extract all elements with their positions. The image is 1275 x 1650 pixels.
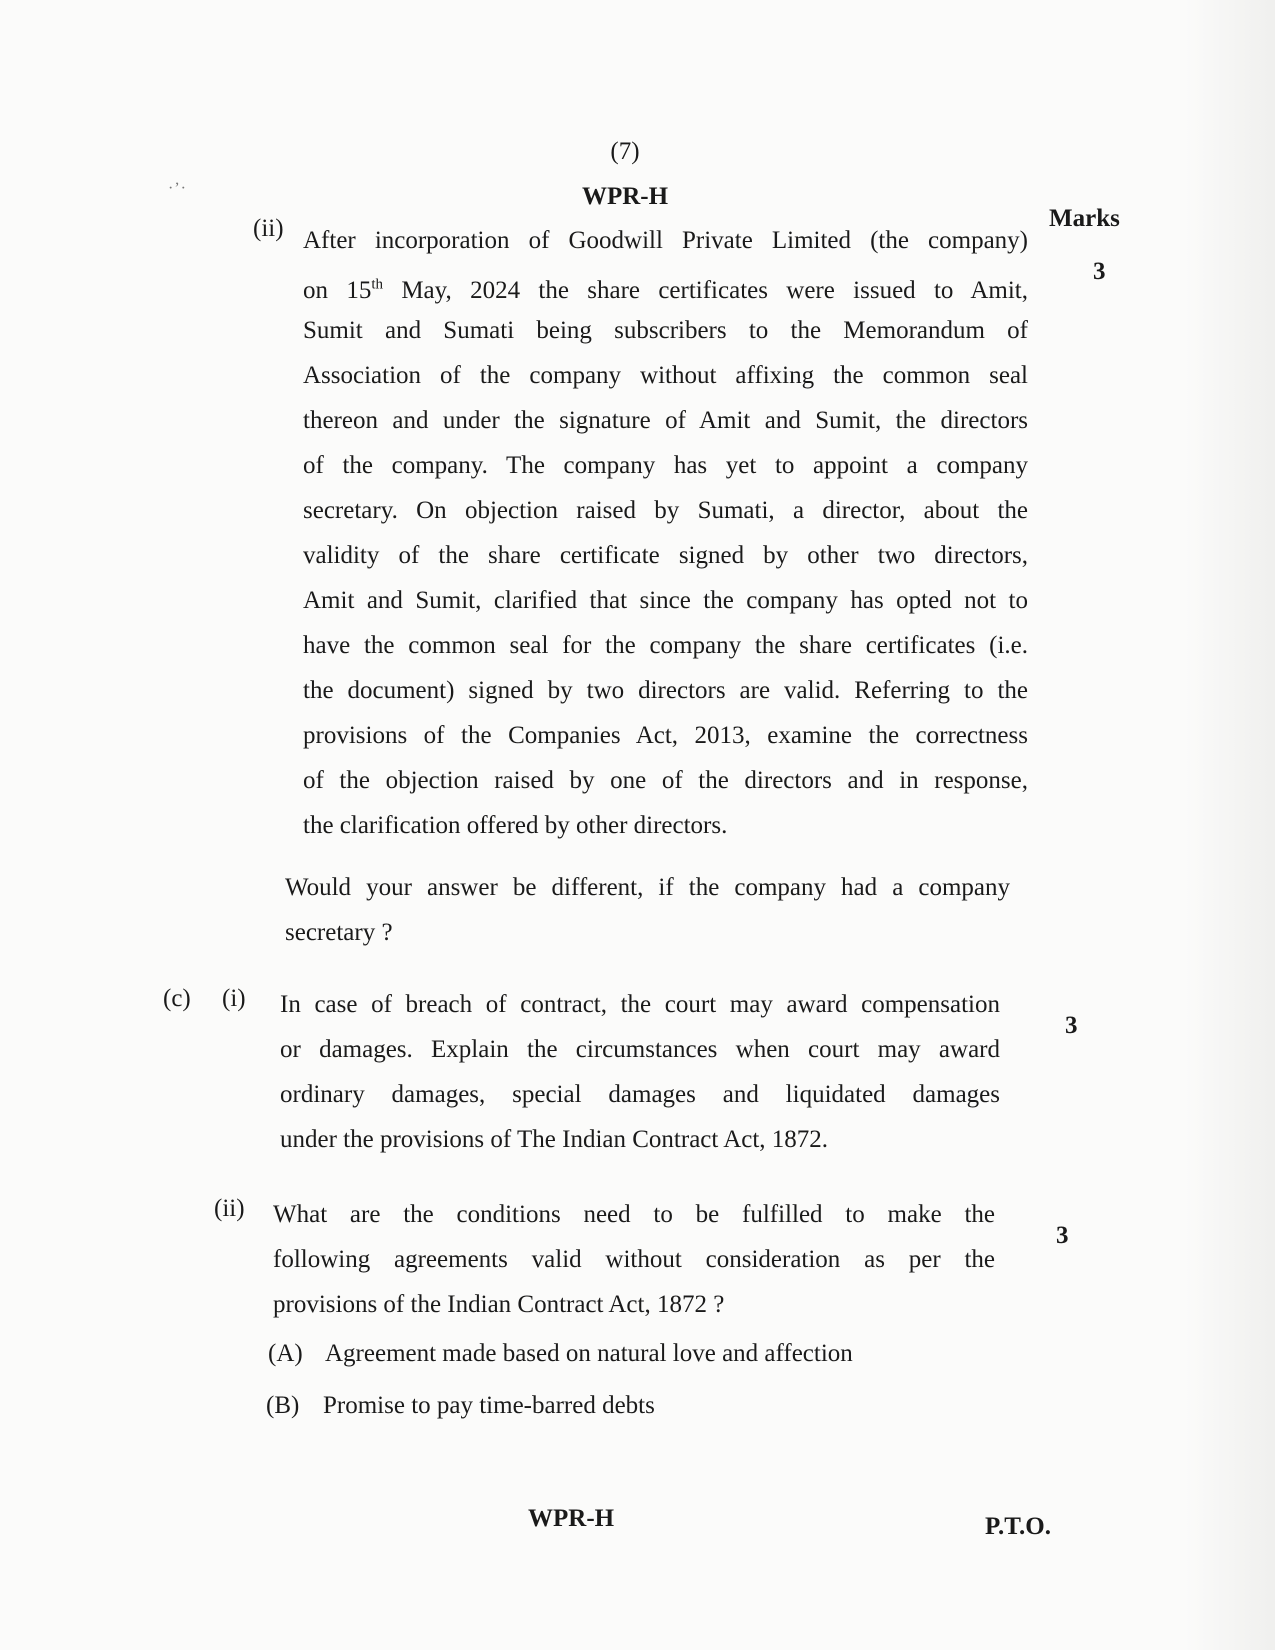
question-c-i-label: (i) <box>222 985 246 1012</box>
option-b <box>266 1392 655 1420</box>
question-b-ii-marks: 3 <box>1093 258 1106 285</box>
pto-label: P.T.O. <box>985 1513 1051 1540</box>
question-c-i-marks: 3 <box>1065 1012 1078 1039</box>
question-line: the clarification offered by other directors. <box>303 812 728 839</box>
question-c-ii-text <box>273 1192 995 1327</box>
question-c-ii-marks: 3 <box>1056 1222 1069 1249</box>
question-line: of the objection raised by one of the directors and in response, <box>303 767 1028 794</box>
question-line: secretary. On objection raised by Sumati, a director, about the <box>303 497 1028 524</box>
paper-code-footer: WPR-H <box>528 1505 615 1532</box>
paper-code-header: WPR-H <box>581 183 669 210</box>
option-text: Agreement made based on natural love and affection <box>325 1340 853 1367</box>
question-c-ii-label: (ii) <box>214 1195 245 1222</box>
question-line: have the common seal for the company the share certificates (i.e. <box>303 632 1028 659</box>
option-a <box>268 1340 853 1368</box>
question-line <box>303 263 1028 308</box>
follow-up-line: Would your answer be different, if the company had a company <box>285 874 1010 901</box>
follow-up-line: secretary ? <box>285 919 393 946</box>
scan-specks: ·ʼ· <box>168 180 187 197</box>
question-c-label: (c) <box>163 985 191 1012</box>
question-line: Amit and Sumit, clarified that since the company has opted not to <box>303 587 1028 614</box>
question-line: or damages. Explain the circumstances when court may award <box>280 1036 1000 1063</box>
question-line: What are the conditions need to be fulfilled to make the <box>273 1201 995 1228</box>
question-line: following agreements valid without consideration as per the <box>273 1246 995 1273</box>
question-line: under the provisions of The Indian Contract Act, 1872. <box>280 1126 829 1153</box>
question-line: After incorporation of Goodwill Private Limited (the company) <box>303 227 1028 254</box>
question-line: of the company. The company has yet to appoint a company <box>303 452 1028 479</box>
question-line: the document) signed by two directors are valid. Referring to the <box>303 677 1028 704</box>
option-label: (B) <box>266 1392 300 1419</box>
page-number: (7) <box>610 138 640 165</box>
question-line: Association of the company without affixing the common seal <box>303 362 1028 389</box>
question-line: ordinary damages, special damages and liquidated damages <box>280 1081 1000 1108</box>
question-b-ii-follow-up <box>285 865 1010 955</box>
marks-heading: Marks <box>1049 205 1120 232</box>
question-line: provisions of the Indian Contract Act, 1872 ? <box>273 1291 725 1318</box>
question-c-i-text <box>280 982 1000 1162</box>
question-line: validity of the share certificate signed by other two directors, <box>303 542 1028 569</box>
question-line: provisions of the Companies Act, 2013, examine the correctness <box>303 722 1028 749</box>
option-text: Promise to pay time-barred debts <box>323 1392 655 1419</box>
question-line: thereon and under the signature of Amit and Sumit, the directors <box>303 407 1028 434</box>
question-b-ii-text <box>303 218 1028 848</box>
option-label: (A) <box>268 1340 303 1367</box>
question-line: Sumit and Sumati being subscribers to the Memorandum of <box>303 317 1028 344</box>
question-line: In case of breach of contract, the court may award compensation <box>280 991 1000 1018</box>
scan-shadow <box>1185 0 1275 1650</box>
question-line-part: on 15th May, 2024 the share certificates were issued to Amit, <box>303 277 1029 305</box>
question-b-ii-label: (ii) <box>253 215 284 242</box>
